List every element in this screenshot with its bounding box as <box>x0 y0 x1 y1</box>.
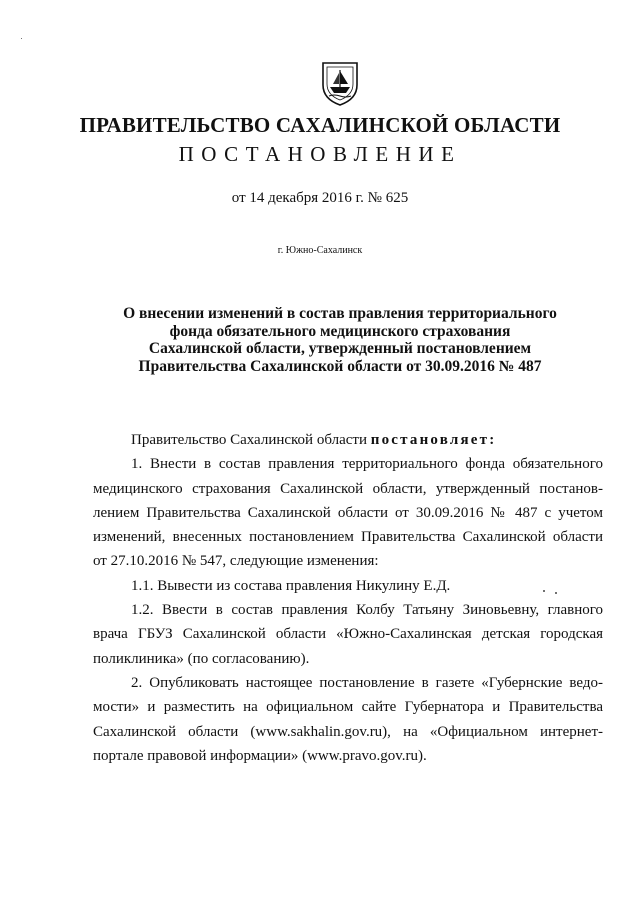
document-date-number: от 14 декабря 2016 г. № 625 <box>231 190 409 206</box>
paragraph-line: врача ГБУЗ Сахалинской области «Южно-Сахалинская детская городская <box>93 626 603 643</box>
paragraph-line: Сахалинской области (www.sakhalin.gov.ru), на «Официальном интернет- <box>93 723 603 740</box>
document-subject <box>100 305 580 375</box>
scan-speck <box>21 38 22 39</box>
paragraph-line: 1. Внести в состав правления территориального фонда обязательного <box>131 456 603 473</box>
item-1-paragraph <box>93 452 603 573</box>
paragraph-line: мости» и разместить на официальном сайте Губернатора и Правительства <box>93 699 603 716</box>
item-1-2-paragraph <box>93 598 603 671</box>
document-body <box>93 428 603 768</box>
subject-line: О внесении изменений в состав правления территориального <box>123 305 557 322</box>
paragraph-line: лением Правительства Сахалинской области от 30.09.2016 № 487 с учетом <box>93 504 603 521</box>
paragraph-line: медицинского страхования Сахалинской области, утвержденный постанов- <box>93 480 603 497</box>
document-city: г. Южно-Сахалинск <box>277 245 363 256</box>
subject-line: Правительства Сахалинской области от 30.09.2016 № 487 <box>138 357 542 375</box>
paragraph-line: 1.1. Вывести из состава правления Никулину Е.Д. <box>131 577 451 594</box>
scan-speck <box>555 592 557 594</box>
paragraph-line: 2. Опубликовать настоящее постановление в газете «Губернские ведо- <box>131 674 603 691</box>
paragraph-line: портале правовой информации» (www.pravo.gov.ru). <box>93 747 427 764</box>
sakhalin-coat-of-arms-icon <box>320 57 360 107</box>
intro-paragraph <box>93 428 603 452</box>
intro-emphasis: постановляет: <box>370 432 497 448</box>
paragraph-line: поликлиника» (по согласованию). <box>93 650 310 667</box>
paragraph-line: от 27.10.2016 № 547, следующие изменения: <box>93 553 379 570</box>
paragraph-line: 1.2. Ввести в состав правления Колбу Татьяну Зиновьевну, главного <box>131 602 603 619</box>
subject-line: фонда обязательного медицинского страхования <box>169 322 511 340</box>
item-1-1-paragraph <box>93 574 603 598</box>
item-2-paragraph <box>93 671 603 768</box>
subject-line: Сахалинской области, утвержденный постановлением <box>148 340 532 357</box>
paragraph-line: изменений, внесенных постановлением Правительства Сахалинской области <box>93 529 603 546</box>
government-title: ПРАВИТЕЛЬСТВО САХАЛИНСКОЙ ОБЛАСТИ <box>79 113 561 137</box>
intro-text: Правительство Сахалинской области <box>131 432 371 448</box>
document-type: ПОСТАНОВЛЕНИЕ <box>178 142 462 166</box>
scan-speck <box>543 590 545 592</box>
